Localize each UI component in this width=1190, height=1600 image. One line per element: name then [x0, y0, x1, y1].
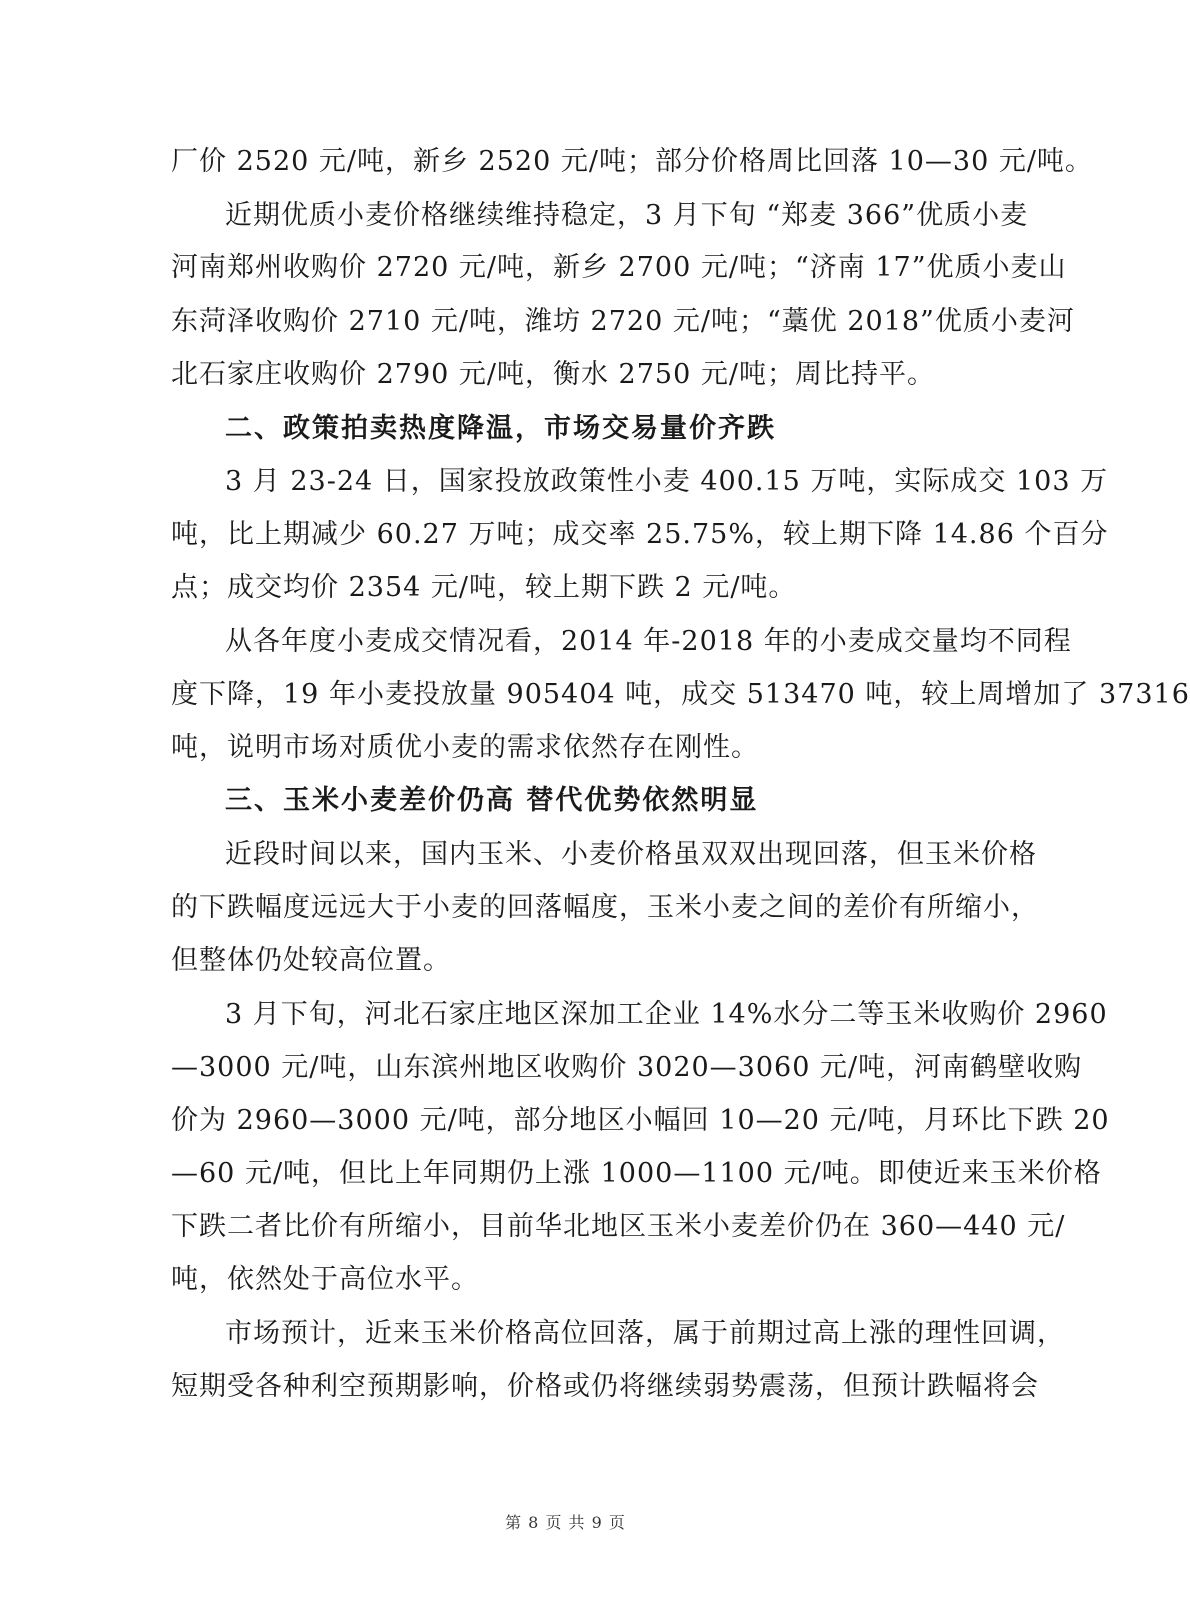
- page-number-footer: 第 8 页 共 9 页: [505, 1513, 626, 1532]
- text-line: 河南郑州收购价 2720 元/吨，新乡 2700 元/吨；“济南 17”优质小麦山: [171, 252, 1067, 283]
- text-line: 吨，依然处于高位水平。: [171, 1264, 479, 1295]
- text-line: 价为 2960—3000 元/吨，部分地区小幅回 10—20 元/吨，月环比下跌 20: [171, 1105, 1110, 1136]
- text-line: 3 月 23-24 日，国家投放政策性小麦 400.15 万吨，实际成交 103 万: [225, 466, 1109, 497]
- text-line: 东菏泽收购价 2710 元/吨，潍坊 2720 元/吨；“藁优 2018”优质小麦河: [171, 306, 1075, 337]
- text-line: 吨，比上期减少 60.27 万吨；成交率 25.75%，较上期下降 14.86 个百分: [171, 519, 1109, 550]
- text-line: 从各年度小麦成交情况看，2014 年-2018 年的小麦成交量均不同程: [225, 626, 1072, 657]
- text-line: 点；成交均价 2354 元/吨，较上期下跌 2 元/吨。: [171, 572, 797, 603]
- text-line: 的下跌幅度远远大于小麦的回落幅度，玉米小麦之间的差价有所缩小，: [171, 892, 1039, 923]
- text-line: 短期受各种利空预期影响，价格或仍将继续弱势震荡，但预计跌幅将会: [171, 1371, 1039, 1402]
- text-line: —60 元/吨，但比上年同期仍上涨 1000—1100 元/吨。即使近来玉米价格: [171, 1158, 1102, 1189]
- text-line: 但整体仍处较高位置。: [171, 945, 451, 976]
- text-line: 3 月下旬，河北石家庄地区深加工企业 14%水分二等玉米收购价 2960: [225, 999, 1108, 1030]
- text-line: 市场预计，近来玉米价格高位回落，属于前期过高上涨的理性回调，: [225, 1318, 1065, 1349]
- section-heading: 三、玉米小麦差价仍高 替代优势依然明显: [225, 785, 759, 816]
- text-line: 吨，说明市场对质优小麦的需求依然存在刚性。: [171, 732, 759, 763]
- text-line: 近段时间以来，国内玉米、小麦价格虽双双出现回落，但玉米价格: [225, 839, 1037, 870]
- text-line: 北石家庄收购价 2790 元/吨，衡水 2750 元/吨；周比持平。: [171, 359, 935, 390]
- text-line: 厂价 2520 元/吨，新乡 2520 元/吨；部分价格周比回落 10—30 元/吨。: [171, 146, 1093, 177]
- section-heading: 二、政策拍卖热度降温，市场交易量价齐跌: [225, 413, 776, 444]
- text-line: —3000 元/吨，山东滨州地区收购价 3020—3060 元/吨，河南鹤壁收购: [171, 1052, 1083, 1083]
- text-line: 度下降，19 年小麦投放量 905404 吨，成交 513470 吨，较上周增加了 37316: [171, 679, 1190, 710]
- text-line: 近期优质小麦价格继续维持稳定，3 月下旬 “郑麦 366”优质小麦: [225, 200, 1029, 231]
- text-line: 下跌二者比价有所缩小，目前华北地区玉米小麦差价仍在 360—440 元/: [171, 1211, 1066, 1242]
